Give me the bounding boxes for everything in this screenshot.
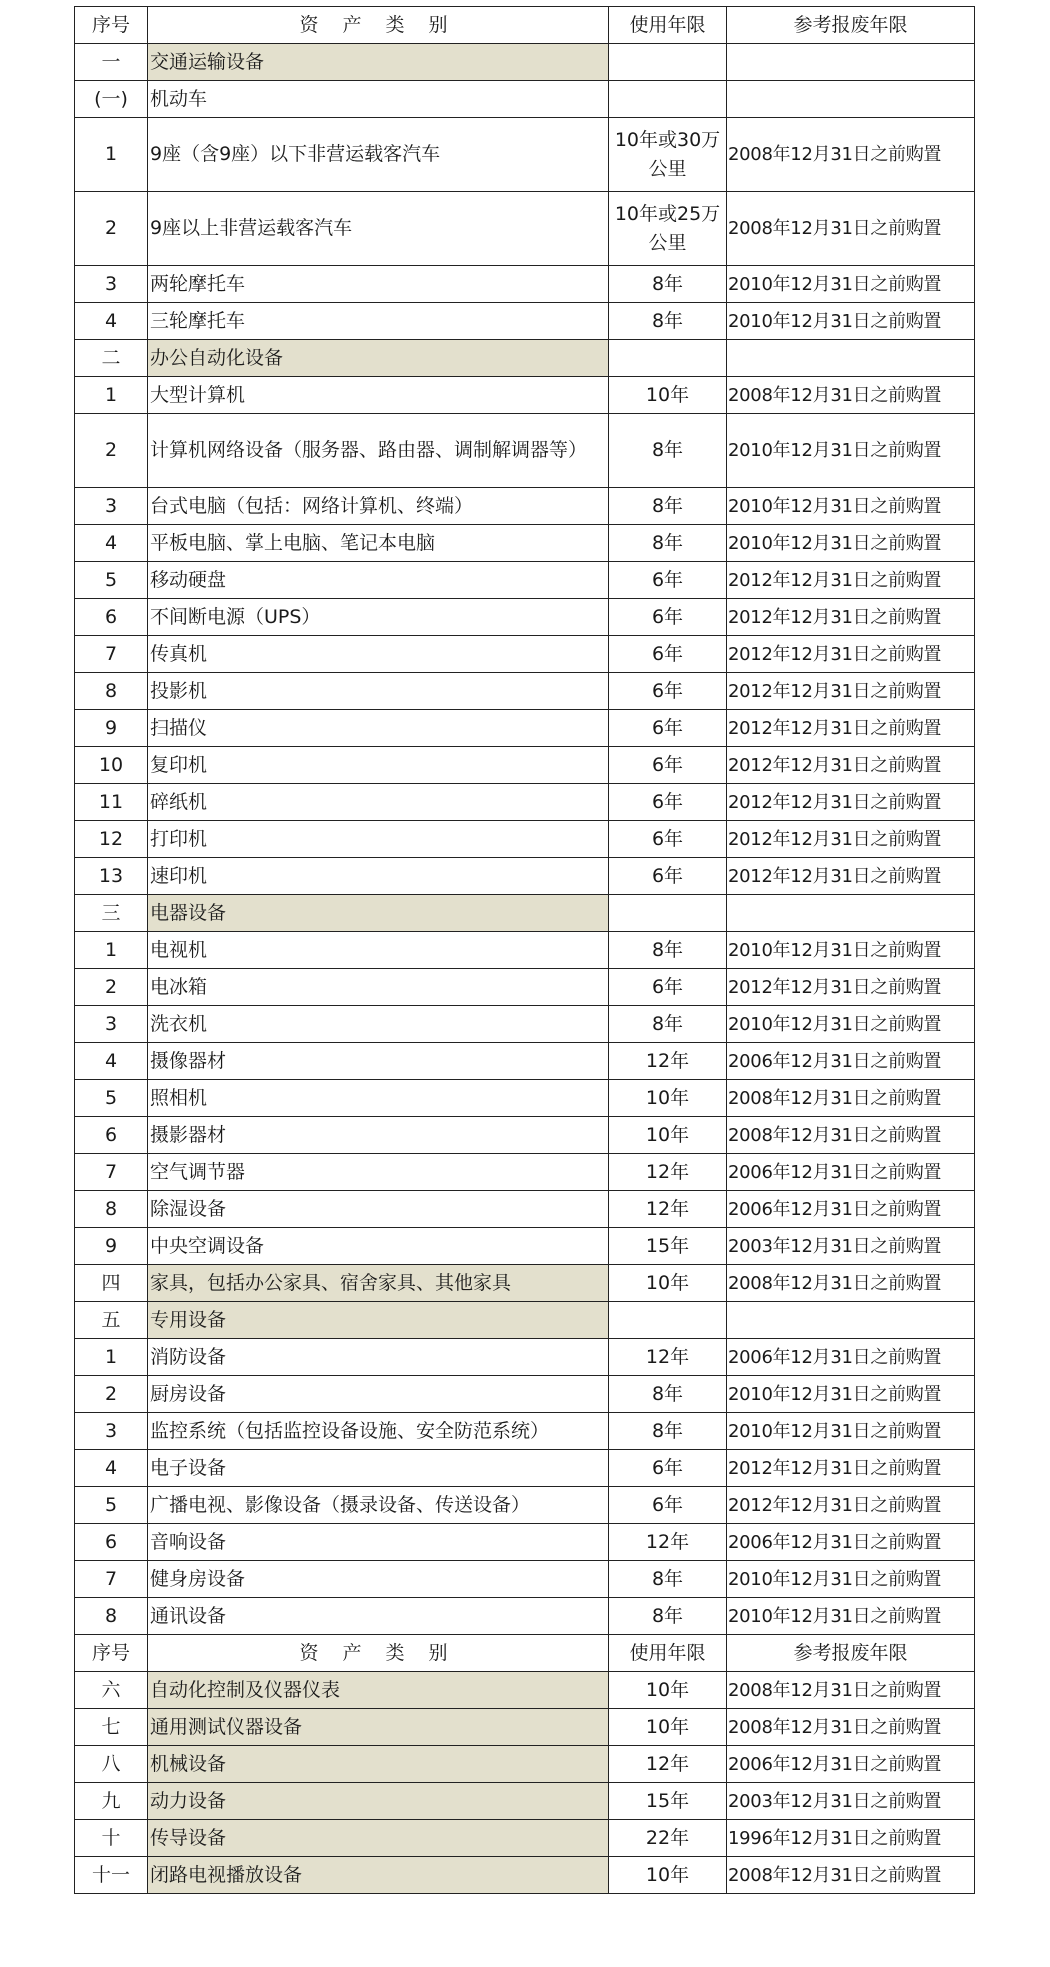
cell-years: 10年或25万公里 xyxy=(609,192,727,266)
table-row xyxy=(75,303,975,340)
cell-ref: 2006年12月31日之前购置 xyxy=(727,1154,975,1191)
cell-ref: 2012年12月31日之前购置 xyxy=(727,1487,975,1524)
table-row xyxy=(75,932,975,969)
table-row xyxy=(75,636,975,673)
cell-seq: 一 xyxy=(75,44,148,81)
header-category: 资 产 类 别 xyxy=(148,7,609,44)
cell-years: 6年 xyxy=(609,1487,727,1524)
table-row xyxy=(75,1857,975,1894)
cell-years: 8年 xyxy=(609,488,727,525)
cell-ref: 2010年12月31日之前购置 xyxy=(727,1413,975,1450)
cell-seq: 2 xyxy=(75,1376,148,1413)
cell-category: 健身房设备 xyxy=(148,1561,609,1598)
cell-seq: 7 xyxy=(75,1154,148,1191)
cell-seq: 2 xyxy=(75,969,148,1006)
cell-category: 传导设备 xyxy=(148,1820,609,1857)
cell-ref: 2003年12月31日之前购置 xyxy=(727,1228,975,1265)
table-row xyxy=(75,266,975,303)
cell-category: 厨房设备 xyxy=(148,1376,609,1413)
cell-category: 交通运输设备 xyxy=(148,44,609,81)
cell-category: 自动化控制及仪器仪表 xyxy=(148,1672,609,1709)
table-row xyxy=(75,562,975,599)
cell-years: 10年 xyxy=(609,1265,727,1302)
cell-category: 台式电脑（包括：网络计算机、终端） xyxy=(148,488,609,525)
table-row xyxy=(75,1561,975,1598)
cell-seq: 4 xyxy=(75,1043,148,1080)
cell-years: 8年 xyxy=(609,932,727,969)
cell-category: 摄像器材 xyxy=(148,1043,609,1080)
table-row xyxy=(75,414,975,488)
table-row xyxy=(75,377,975,414)
table-row xyxy=(75,488,975,525)
cell-category: 机械设备 xyxy=(148,1746,609,1783)
cell-years: 8年 xyxy=(609,1413,727,1450)
table-row xyxy=(75,1265,975,1302)
cell-seq: 8 xyxy=(75,1191,148,1228)
cell-ref: 2008年12月31日之前购置 xyxy=(727,1265,975,1302)
table-row xyxy=(75,858,975,895)
cell-ref: 2008年12月31日之前购置 xyxy=(727,1080,975,1117)
cell-ref: 2010年12月31日之前购置 xyxy=(727,414,975,488)
cell-ref: 2008年12月31日之前购置 xyxy=(727,1117,975,1154)
cell-category: 扫描仪 xyxy=(148,710,609,747)
cell-category: 移动硬盘 xyxy=(148,562,609,599)
cell-seq: 十 xyxy=(75,1820,148,1857)
cell-years: 6年 xyxy=(609,858,727,895)
cell-category: 速印机 xyxy=(148,858,609,895)
cell-seq: 4 xyxy=(75,303,148,340)
cell-years xyxy=(609,340,727,377)
header-ref: 参考报废年限 xyxy=(727,1635,975,1672)
cell-category: 专用设备 xyxy=(148,1302,609,1339)
cell-years: 8年 xyxy=(609,1376,727,1413)
cell-seq: 11 xyxy=(75,784,148,821)
table-row xyxy=(75,969,975,1006)
cell-years: 10年 xyxy=(609,1709,727,1746)
table-row xyxy=(75,1376,975,1413)
cell-seq: 1 xyxy=(75,1339,148,1376)
cell-years xyxy=(609,81,727,118)
cell-years: 10年 xyxy=(609,1857,727,1894)
table-row xyxy=(75,1487,975,1524)
cell-ref: 2010年12月31日之前购置 xyxy=(727,932,975,969)
header-category: 资 产 类 别 xyxy=(148,1635,609,1672)
table-row xyxy=(75,44,975,81)
cell-ref: 2012年12月31日之前购置 xyxy=(727,784,975,821)
cell-seq: 六 xyxy=(75,1672,148,1709)
cell-ref: 2010年12月31日之前购置 xyxy=(727,488,975,525)
table-row xyxy=(75,1672,975,1709)
header-seq: 序号 xyxy=(75,1635,148,1672)
table-row xyxy=(75,1820,975,1857)
cell-ref: 2012年12月31日之前购置 xyxy=(727,821,975,858)
cell-seq: 九 xyxy=(75,1783,148,1820)
cell-category: 音响设备 xyxy=(148,1524,609,1561)
cell-years: 8年 xyxy=(609,1598,727,1635)
cell-category: 消防设备 xyxy=(148,1339,609,1376)
cell-ref: 2008年12月31日之前购置 xyxy=(727,192,975,266)
table-row xyxy=(75,1783,975,1820)
cell-ref: 2008年12月31日之前购置 xyxy=(727,377,975,414)
cell-ref: 2008年12月31日之前购置 xyxy=(727,1857,975,1894)
cell-years: 6年 xyxy=(609,673,727,710)
cell-seq: 10 xyxy=(75,747,148,784)
cell-seq: 2 xyxy=(75,192,148,266)
table-row xyxy=(75,118,975,192)
cell-years: 8年 xyxy=(609,1006,727,1043)
table-row xyxy=(75,821,975,858)
cell-category: 除湿设备 xyxy=(148,1191,609,1228)
cell-category: 电器设备 xyxy=(148,895,609,932)
cell-ref: 2012年12月31日之前购置 xyxy=(727,599,975,636)
cell-years: 12年 xyxy=(609,1191,727,1228)
cell-seq: 9 xyxy=(75,710,148,747)
cell-years: 12年 xyxy=(609,1524,727,1561)
cell-ref: 2012年12月31日之前购置 xyxy=(727,858,975,895)
table-row xyxy=(75,673,975,710)
cell-years: 6年 xyxy=(609,562,727,599)
cell-years: 6年 xyxy=(609,784,727,821)
asset-depreciation-table xyxy=(74,6,975,1894)
cell-category: 电视机 xyxy=(148,932,609,969)
cell-years: 12年 xyxy=(609,1043,727,1080)
cell-category: 洗衣机 xyxy=(148,1006,609,1043)
cell-seq: 七 xyxy=(75,1709,148,1746)
cell-ref: 2012年12月31日之前购置 xyxy=(727,710,975,747)
cell-category: 监控系统（包括监控设备设施、安全防范系统） xyxy=(148,1413,609,1450)
header-row xyxy=(75,7,975,44)
table-row xyxy=(75,1524,975,1561)
cell-category: 大型计算机 xyxy=(148,377,609,414)
cell-ref: 2010年12月31日之前购置 xyxy=(727,303,975,340)
cell-ref: 2008年12月31日之前购置 xyxy=(727,118,975,192)
table-row xyxy=(75,1080,975,1117)
cell-years: 12年 xyxy=(609,1154,727,1191)
cell-years: 6年 xyxy=(609,747,727,784)
cell-seq: 十一 xyxy=(75,1857,148,1894)
table-row xyxy=(75,895,975,932)
table-row xyxy=(75,340,975,377)
cell-category: 碎纸机 xyxy=(148,784,609,821)
cell-years: 10年 xyxy=(609,1672,727,1709)
cell-years xyxy=(609,44,727,81)
cell-category: 计算机网络设备（服务器、路由器、调制解调器等） xyxy=(148,414,609,488)
cell-years: 6年 xyxy=(609,821,727,858)
cell-ref: 2012年12月31日之前购置 xyxy=(727,636,975,673)
cell-years: 8年 xyxy=(609,1561,727,1598)
header-years: 使用年限 xyxy=(609,1635,727,1672)
cell-category: 9座（含9座）以下非营运载客汽车 xyxy=(148,118,609,192)
cell-years: 12年 xyxy=(609,1746,727,1783)
cell-seq: 4 xyxy=(75,1450,148,1487)
cell-seq: 3 xyxy=(75,1006,148,1043)
cell-ref: 2006年12月31日之前购置 xyxy=(727,1191,975,1228)
cell-category: 两轮摩托车 xyxy=(148,266,609,303)
cell-ref: 1996年12月31日之前购置 xyxy=(727,1820,975,1857)
cell-seq: 5 xyxy=(75,562,148,599)
cell-seq: 6 xyxy=(75,1524,148,1561)
cell-ref: 2008年12月31日之前购置 xyxy=(727,1709,975,1746)
cell-seq: 3 xyxy=(75,266,148,303)
cell-ref: 2012年12月31日之前购置 xyxy=(727,1450,975,1487)
cell-ref: 2012年12月31日之前购置 xyxy=(727,673,975,710)
cell-category: 机动车 xyxy=(148,81,609,118)
table-row xyxy=(75,1450,975,1487)
cell-seq: 4 xyxy=(75,525,148,562)
cell-category: 闭路电视播放设备 xyxy=(148,1857,609,1894)
cell-seq: (一) xyxy=(75,81,148,118)
cell-ref: 2003年12月31日之前购置 xyxy=(727,1783,975,1820)
cell-seq: 8 xyxy=(75,673,148,710)
cell-seq: 1 xyxy=(75,932,148,969)
cell-ref: 2010年12月31日之前购置 xyxy=(727,525,975,562)
cell-years xyxy=(609,895,727,932)
table-row xyxy=(75,1228,975,1265)
cell-seq: 四 xyxy=(75,1265,148,1302)
cell-ref xyxy=(727,340,975,377)
table-row xyxy=(75,192,975,266)
table-row xyxy=(75,1154,975,1191)
cell-seq: 3 xyxy=(75,1413,148,1450)
table-body xyxy=(75,7,975,1894)
cell-ref: 2006年12月31日之前购置 xyxy=(727,1043,975,1080)
cell-category: 动力设备 xyxy=(148,1783,609,1820)
table-row xyxy=(75,1006,975,1043)
cell-ref: 2012年12月31日之前购置 xyxy=(727,562,975,599)
cell-ref: 2012年12月31日之前购置 xyxy=(727,969,975,1006)
table-row xyxy=(75,81,975,118)
cell-seq: 7 xyxy=(75,636,148,673)
cell-years: 15年 xyxy=(609,1228,727,1265)
cell-category: 电冰箱 xyxy=(148,969,609,1006)
cell-category: 办公自动化设备 xyxy=(148,340,609,377)
cell-category: 9座以上非营运载客汽车 xyxy=(148,192,609,266)
cell-category: 摄影器材 xyxy=(148,1117,609,1154)
cell-category: 传真机 xyxy=(148,636,609,673)
table-row xyxy=(75,1746,975,1783)
table-row xyxy=(75,1709,975,1746)
cell-ref: 2010年12月31日之前购置 xyxy=(727,1561,975,1598)
table-row xyxy=(75,1302,975,1339)
cell-years: 10年 xyxy=(609,377,727,414)
cell-years: 8年 xyxy=(609,266,727,303)
cell-years: 6年 xyxy=(609,710,727,747)
cell-years: 22年 xyxy=(609,1820,727,1857)
table-row xyxy=(75,1191,975,1228)
cell-category: 复印机 xyxy=(148,747,609,784)
table-row xyxy=(75,747,975,784)
cell-category: 空气调节器 xyxy=(148,1154,609,1191)
cell-category: 家具，包括办公家具、宿舍家具、其他家具 xyxy=(148,1265,609,1302)
header-ref: 参考报废年限 xyxy=(727,7,975,44)
cell-ref: 2012年12月31日之前购置 xyxy=(727,747,975,784)
cell-category: 平板电脑、掌上电脑、笔记本电脑 xyxy=(148,525,609,562)
cell-years: 6年 xyxy=(609,969,727,1006)
cell-seq: 五 xyxy=(75,1302,148,1339)
cell-seq: 5 xyxy=(75,1487,148,1524)
cell-category: 不间断电源（UPS） xyxy=(148,599,609,636)
cell-seq: 八 xyxy=(75,1746,148,1783)
cell-years: 8年 xyxy=(609,414,727,488)
cell-ref: 2006年12月31日之前购置 xyxy=(727,1746,975,1783)
cell-years: 8年 xyxy=(609,525,727,562)
cell-years: 10年 xyxy=(609,1117,727,1154)
table-row xyxy=(75,599,975,636)
cell-category: 电子设备 xyxy=(148,1450,609,1487)
cell-ref xyxy=(727,44,975,81)
table-row xyxy=(75,784,975,821)
cell-years: 15年 xyxy=(609,1783,727,1820)
cell-years: 10年 xyxy=(609,1080,727,1117)
cell-ref: 2006年12月31日之前购置 xyxy=(727,1524,975,1561)
cell-seq: 3 xyxy=(75,488,148,525)
cell-seq: 二 xyxy=(75,340,148,377)
cell-ref xyxy=(727,81,975,118)
cell-ref: 2010年12月31日之前购置 xyxy=(727,1006,975,1043)
cell-seq: 6 xyxy=(75,599,148,636)
header-years: 使用年限 xyxy=(609,7,727,44)
cell-category: 打印机 xyxy=(148,821,609,858)
cell-ref: 2010年12月31日之前购置 xyxy=(727,1598,975,1635)
cell-seq: 2 xyxy=(75,414,148,488)
cell-seq: 1 xyxy=(75,377,148,414)
cell-ref: 2010年12月31日之前购置 xyxy=(727,1376,975,1413)
cell-ref: 2006年12月31日之前购置 xyxy=(727,1339,975,1376)
table-row xyxy=(75,1339,975,1376)
cell-seq: 5 xyxy=(75,1080,148,1117)
table-row xyxy=(75,525,975,562)
cell-category: 中央空调设备 xyxy=(148,1228,609,1265)
cell-category: 广播电视、影像设备（摄录设备、传送设备） xyxy=(148,1487,609,1524)
cell-years: 6年 xyxy=(609,636,727,673)
cell-category: 照相机 xyxy=(148,1080,609,1117)
cell-seq: 7 xyxy=(75,1561,148,1598)
cell-seq: 6 xyxy=(75,1117,148,1154)
table-row xyxy=(75,1413,975,1450)
table-row xyxy=(75,1117,975,1154)
cell-seq: 13 xyxy=(75,858,148,895)
cell-ref: 2010年12月31日之前购置 xyxy=(727,266,975,303)
cell-ref xyxy=(727,1302,975,1339)
cell-category: 投影机 xyxy=(148,673,609,710)
cell-years xyxy=(609,1302,727,1339)
cell-category: 三轮摩托车 xyxy=(148,303,609,340)
header-seq: 序号 xyxy=(75,7,148,44)
table-row xyxy=(75,1598,975,1635)
header-row xyxy=(75,1635,975,1672)
cell-years: 12年 xyxy=(609,1339,727,1376)
table-row xyxy=(75,1043,975,1080)
cell-ref xyxy=(727,895,975,932)
cell-years: 10年或30万公里 xyxy=(609,118,727,192)
cell-category: 通讯设备 xyxy=(148,1598,609,1635)
cell-seq: 12 xyxy=(75,821,148,858)
cell-years: 6年 xyxy=(609,1450,727,1487)
cell-ref: 2008年12月31日之前购置 xyxy=(727,1672,975,1709)
cell-seq: 1 xyxy=(75,118,148,192)
cell-seq: 9 xyxy=(75,1228,148,1265)
cell-years: 8年 xyxy=(609,303,727,340)
cell-years: 6年 xyxy=(609,599,727,636)
cell-seq: 三 xyxy=(75,895,148,932)
cell-category: 通用测试仪器设备 xyxy=(148,1709,609,1746)
cell-seq: 8 xyxy=(75,1598,148,1635)
table-row xyxy=(75,710,975,747)
